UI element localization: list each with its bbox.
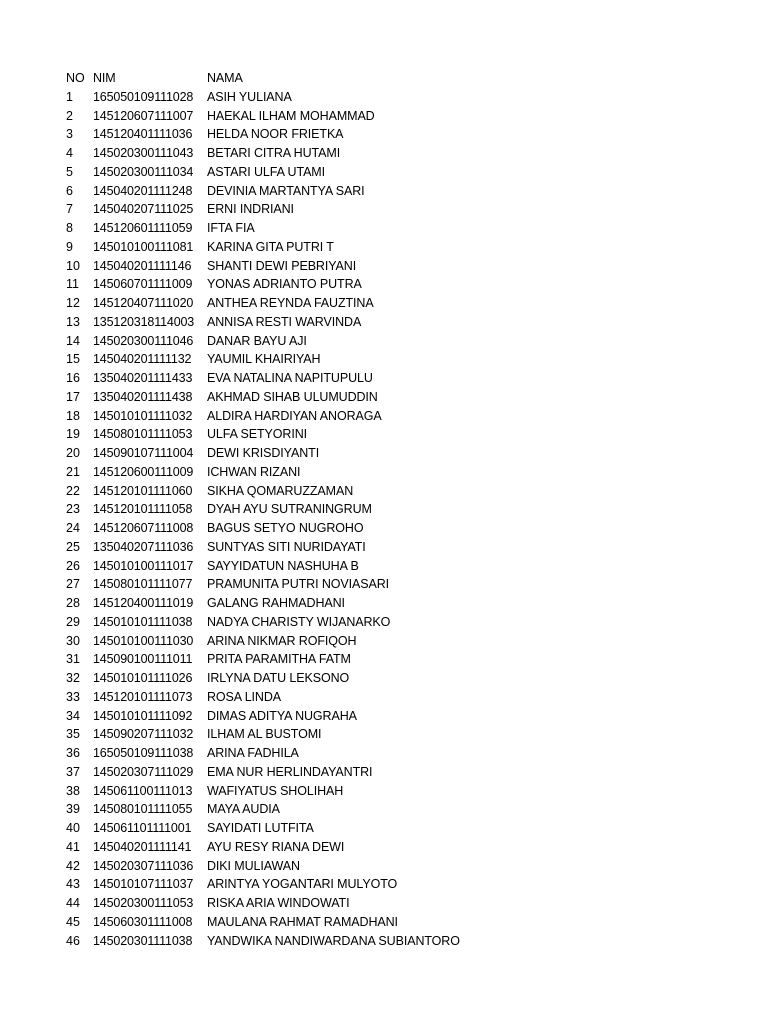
- cell-nim: 145080101111053: [93, 427, 193, 442]
- cell-no: 46: [66, 933, 80, 948]
- cell-nama: MAYA AUDIA: [207, 802, 280, 817]
- cell-nim: 135040207111036: [93, 539, 194, 554]
- cell-nama: MAULANA RAHMAT RAMADHANI: [207, 914, 398, 929]
- cell-nim: 165050109111038: [93, 746, 194, 760]
- cell-no: 23: [66, 502, 80, 517]
- cell-no: 10: [66, 258, 80, 273]
- cell-nama: SAYYIDATUN NASHUHA B: [207, 558, 359, 573]
- cell-no: 40: [66, 821, 80, 835]
- cell-no: 39: [66, 802, 80, 817]
- cell-no: 11: [66, 277, 79, 292]
- cell-no: 36: [66, 746, 80, 760]
- cell-nim: 145090207111032: [93, 727, 194, 742]
- cell-nama: BAGUS SETYO NUGROHO: [207, 521, 364, 535]
- cell-no: 12: [66, 296, 80, 310]
- cell-nim: 145120600111009: [93, 464, 194, 479]
- cell-nim: 145120101111060: [93, 483, 193, 498]
- cell-nim: 145010101111026: [93, 671, 193, 685]
- cell-nama: HAEKAL ILHAM MOHAMMAD: [207, 108, 375, 123]
- cell-nim: 145120101111058: [93, 502, 193, 517]
- cell-no: 38: [66, 783, 80, 798]
- cell-no: 2: [66, 108, 73, 123]
- cell-no: 18: [66, 408, 80, 423]
- cell-nim: 145060301111008: [93, 914, 193, 929]
- cell-nim: 145020300111046: [93, 333, 194, 348]
- cell-nim: 145020307111029: [93, 764, 194, 779]
- cell-nama: ROSA LINDA: [207, 689, 282, 704]
- cell-no: 42: [66, 858, 80, 873]
- cell-nim: 165050109111028: [93, 89, 194, 104]
- cell-no: 24: [66, 521, 80, 535]
- cell-nim: 135040201111438: [93, 389, 193, 404]
- cell-no: 32: [66, 671, 80, 685]
- cell-no: 45: [66, 914, 80, 929]
- cell-nim: 135120318114003: [93, 314, 195, 329]
- cell-nim: 145040201111146: [93, 258, 192, 273]
- column-header-nama: NAMA: [207, 71, 243, 85]
- cell-nim: 145120607111008: [93, 521, 194, 535]
- cell-nim: 145060701111009: [93, 277, 193, 292]
- cell-no: 7: [66, 202, 73, 217]
- cell-nama: YONAS ADRIANTO PUTRA: [207, 277, 362, 292]
- cell-no: 16: [66, 371, 80, 385]
- cell-nim: 145040201111132: [93, 352, 192, 367]
- cell-nim: 145061100111013: [93, 783, 193, 798]
- cell-nama: DANAR BAYU AJI: [207, 333, 307, 348]
- cell-nim: 145020300111043: [93, 146, 194, 160]
- cell-no: 27: [66, 577, 80, 592]
- cell-nama: ASTARI ULFA UTAMI: [207, 164, 325, 179]
- cell-nim: 145120401111036: [93, 127, 193, 142]
- cell-nama: SAYIDATI LUTFITA: [207, 821, 314, 835]
- cell-nim: 145090100111011: [93, 652, 193, 667]
- cell-nama: PRAMUNITA PUTRI NOVIASARI: [207, 577, 390, 592]
- cell-nama: EMA NUR HERLINDAYANTRI: [207, 764, 373, 779]
- cell-nim: 145120407111020: [93, 296, 194, 310]
- cell-nim: 145010100111081: [93, 239, 194, 254]
- cell-nim: 145010101111092: [93, 708, 193, 723]
- cell-no: 9: [66, 239, 73, 254]
- cell-nim: 145061101111001: [93, 821, 192, 835]
- cell-nama: PRITA PARAMITHA FATM: [207, 652, 351, 667]
- cell-nim: 145040201111141: [93, 839, 192, 854]
- cell-no: 20: [66, 446, 80, 460]
- cell-nama: DIMAS ADITYA NUGRAHA: [207, 708, 357, 723]
- cell-nim: 145120101111073: [93, 689, 193, 704]
- cell-nim: 145120400111019: [93, 596, 194, 610]
- column-header-no: NO: [66, 71, 85, 85]
- cell-nama: YAUMIL KHAIRIYAH: [207, 352, 321, 367]
- cell-nama: AKHMAD SIHAB ULUMUDDIN: [207, 389, 378, 404]
- cell-no: 21: [66, 464, 80, 479]
- cell-no: 4: [66, 146, 73, 160]
- cell-nim: 145020300111053: [93, 896, 194, 910]
- cell-no: 30: [66, 633, 80, 648]
- cell-nim: 145040201111248: [93, 183, 193, 198]
- cell-nama: ARINTYA YOGANTARI MULYOTO: [207, 877, 398, 892]
- cell-no: 41: [66, 839, 80, 854]
- cell-nama: DIKI MULIAWAN: [207, 858, 300, 873]
- cell-nama: HELDA NOOR FRIETKA: [207, 127, 344, 142]
- cell-nama: RISKA ARIA WINDOWATI: [207, 896, 350, 910]
- cell-no: 25: [66, 539, 80, 554]
- cell-nim: 145120607111007: [93, 108, 194, 123]
- cell-no: 28: [66, 596, 80, 610]
- cell-nama: KARINA GITA PUTRI T: [207, 239, 334, 254]
- cell-nama: ASIH YULIANA: [207, 89, 292, 104]
- cell-nama: ALDIRA HARDIYAN ANORAGA: [207, 408, 382, 423]
- cell-nim: 145010100111030: [93, 633, 194, 648]
- cell-nim: 145040207111025: [93, 202, 194, 217]
- cell-nim: 145020301111038: [93, 933, 193, 948]
- cell-no: 22: [66, 483, 80, 498]
- cell-nama: ERNI INDRIANI: [207, 202, 294, 217]
- cell-no: 35: [66, 727, 80, 742]
- cell-nama: IFTA FIA: [207, 221, 255, 235]
- cell-nama: GALANG RAHMADHANI: [207, 596, 345, 610]
- cell-nama: SIKHA QOMARUZZAMAN: [207, 483, 354, 498]
- cell-nama: DEWI KRISDIYANTI: [207, 446, 320, 460]
- cell-no: 43: [66, 877, 80, 892]
- cell-nim: 135040201111433: [93, 371, 193, 385]
- cell-no: 26: [66, 558, 80, 573]
- cell-no: 1: [66, 89, 73, 104]
- cell-no: 3: [66, 127, 73, 142]
- cell-no: 14: [66, 333, 80, 348]
- cell-no: 44: [66, 896, 80, 910]
- cell-nim: 145080101111077: [93, 577, 193, 592]
- cell-nama: IRLYNA DATU LEKSONO: [207, 671, 350, 685]
- cell-nim: 145090107111004: [93, 446, 194, 460]
- cell-no: 37: [66, 764, 80, 779]
- cell-no: 5: [66, 164, 73, 179]
- cell-no: 15: [66, 352, 80, 367]
- cell-nama: ULFA SETYORINI: [207, 427, 308, 442]
- cell-no: 34: [66, 708, 80, 723]
- cell-nama: ARINA NIKMAR ROFIQOH: [207, 633, 357, 648]
- cell-nama: ANNISA RESTI WARVINDA: [207, 314, 362, 329]
- column-header-nim: NIM: [93, 71, 116, 85]
- cell-nama: BETARI CITRA HUTAMI: [207, 146, 341, 160]
- cell-nama: SUNTYAS SITI NURIDAYATI: [207, 539, 366, 554]
- cell-no: 13: [66, 314, 80, 329]
- cell-no: 6: [66, 183, 73, 198]
- cell-no: 31: [66, 652, 80, 667]
- cell-nama: ICHWAN RIZANI: [207, 464, 301, 479]
- cell-no: 33: [66, 689, 80, 704]
- cell-nama: AYU RESY RIANA DEWI: [207, 839, 345, 854]
- cell-nama: ANTHEA REYNDA FAUZTINA: [207, 296, 374, 310]
- cell-no: 17: [66, 389, 80, 404]
- cell-nim: 145020307111036: [93, 858, 194, 873]
- cell-nama: SHANTI DEWI PEBRIYANI: [207, 258, 357, 273]
- cell-nim: 145010101111032: [93, 408, 193, 423]
- cell-nama: DEVINIA MARTANTYA SARI: [207, 183, 365, 198]
- cell-nim: 145120601111059: [93, 221, 193, 235]
- cell-nama: ILHAM AL BUSTOMI: [207, 727, 322, 742]
- cell-nama: WAFIYATUS SHOLIHAH: [207, 783, 344, 798]
- cell-nim: 145080101111055: [93, 802, 193, 817]
- cell-nim: 145010100111017: [93, 558, 194, 573]
- cell-nama: EVA NATALINA NAPITUPULU: [207, 371, 373, 385]
- cell-no: 29: [66, 614, 80, 629]
- cell-no: 19: [66, 427, 80, 442]
- cell-nama: DYAH AYU SUTRANINGRUM: [207, 502, 372, 517]
- cell-nama: NADYA CHARISTY WIJANARKO: [207, 614, 391, 629]
- cell-no: 8: [66, 221, 73, 235]
- cell-nim: 145010107111037: [93, 877, 194, 892]
- cell-nama: ARINA FADHILA: [207, 746, 299, 760]
- cell-nama: YANDWIKA NANDIWARDANA SUBIANTORO: [207, 933, 460, 948]
- cell-nim: 145020300111034: [93, 164, 194, 179]
- cell-nim: 145010101111038: [93, 614, 193, 629]
